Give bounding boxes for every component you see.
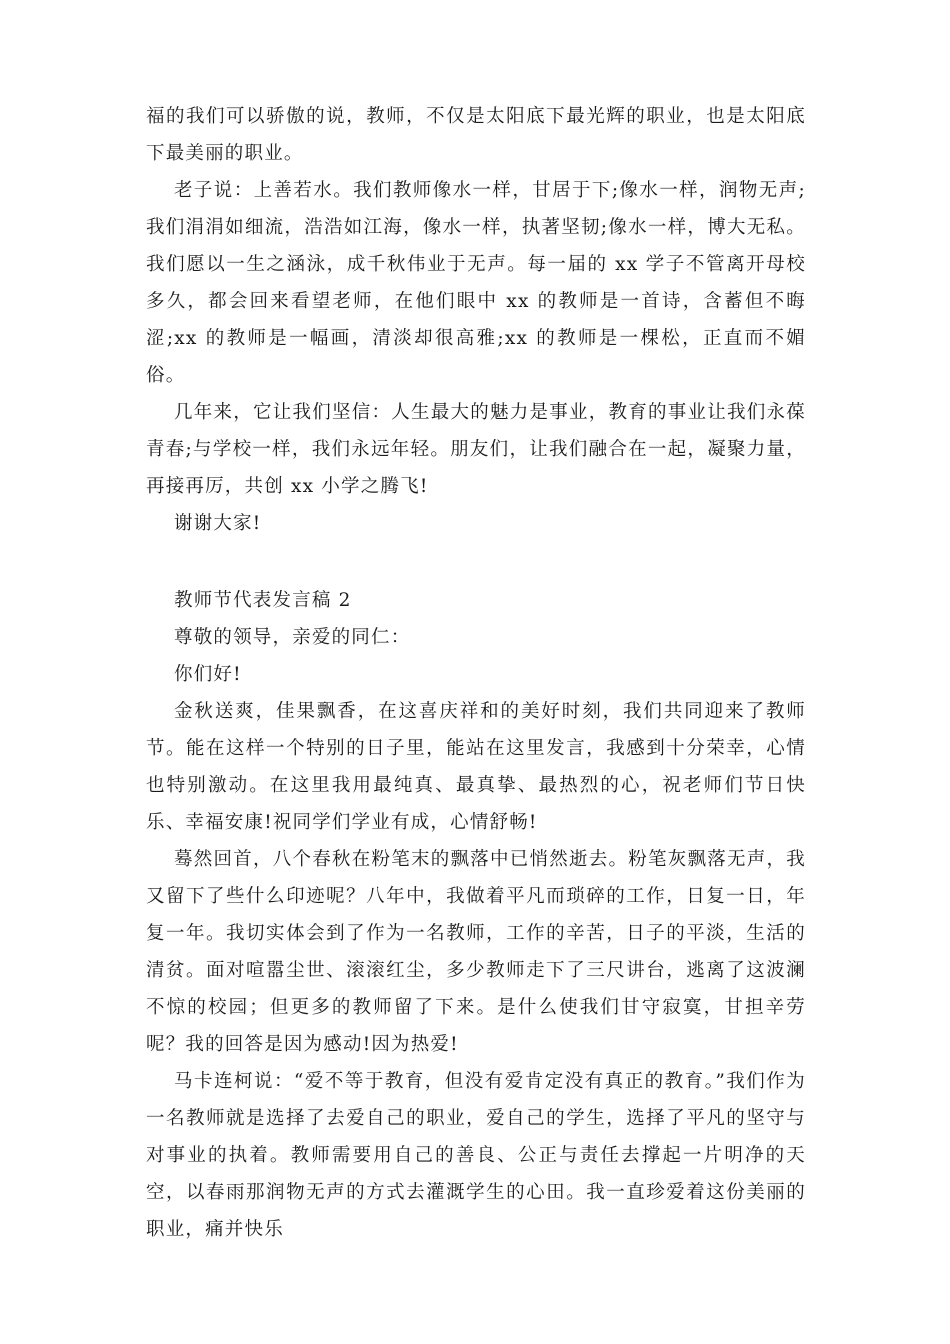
paragraph-autumn: 金秋送爽，佳果飘香，在这喜庆祥和的美好时刻，我们共同迎来了教师节。能在这样一个特别的日子里，能站在这里发言，我感到十分荣幸，心情也特别激动。在这里我用最纯真、最真挚、最热烈的心，祝老师们节日快乐、幸福安康!祝同学们学业有成，心情舒畅! (146, 701, 806, 833)
paragraph-makarenko: 马卡连柯说：“爱不等于教育，但没有爱肯定没有真正的教育。”我们作为一名教师就是选择了去爱自己的职业，爱自己的学生，选择了平凡的坚守与对事业的执着。教师需要用自己的善良、公正与责任去撑起一片明净的天空，以春雨那润物无声的方式去灌溉学生的心田。我一直珍爱着这份美丽的职业，痛并快乐 (146, 1071, 806, 1240)
paragraph-belief: 几年来，它让我们坚信：人生最大的魅力是事业，教育的事业让我们永葆青春;与学校一样，我们永远年轻。朋友们，让我们融合在一起，凝聚力量，再接再厉，共创 xx 小学之腾飞! (146, 402, 806, 497)
section-gap (146, 542, 806, 582)
paragraph-thanks: 谢谢大家! (174, 513, 262, 534)
paragraph-continued: 福的我们可以骄傲的说，教师，不仅是太阳底下最光辉的职业，也是太阳底下最美丽的职业。 (146, 106, 806, 164)
section-title: 教师节代表发言稿 2 (174, 590, 352, 611)
greeting: 尊敬的领导，亲爱的同仁： (174, 627, 411, 648)
hello-line: 你们好! (174, 664, 242, 685)
paragraph-looking-back: 蓦然回首，八个春秋在粉笔末的飘落中已悄然逝去。粉笔灰飘落无声，我又留下了些什么印迹呢？八年中，我做着平凡而琐碎的工作，日复一日，年复一年。我切实体会到了作为一名教师，工作的辛苦，日子的平淡，生活的清贫。面对喧嚣尘世、滚滚红尘，多少教师走下了三尺讲台，逃离了这波澜不惊的校园；但更多的教师留了下来。是什么使我们甘守寂寞，甘担辛劳呢？我的回答是因为感动!因为热爱! (146, 849, 806, 1055)
paragraph-laozi: 老子说：上善若水。我们教师像水一样，甘居于下;像水一样，润物无声;我们涓涓如细流，浩浩如江海，像水一样，执著坚韧;像水一样，博大无私。我们愿以一生之涵泳，成千秋伟业于无声。每一届的 xx 学子不管离开母校多久，都会回来看望老师，在他们眼中 xx 的教师是一首诗，含蓄但不晦涩;xx 的教师是一幅画，清淡却很高雅;xx 的教师是一棵松，正直而不媚俗。 (146, 180, 806, 386)
document-body (146, 98, 806, 1248)
